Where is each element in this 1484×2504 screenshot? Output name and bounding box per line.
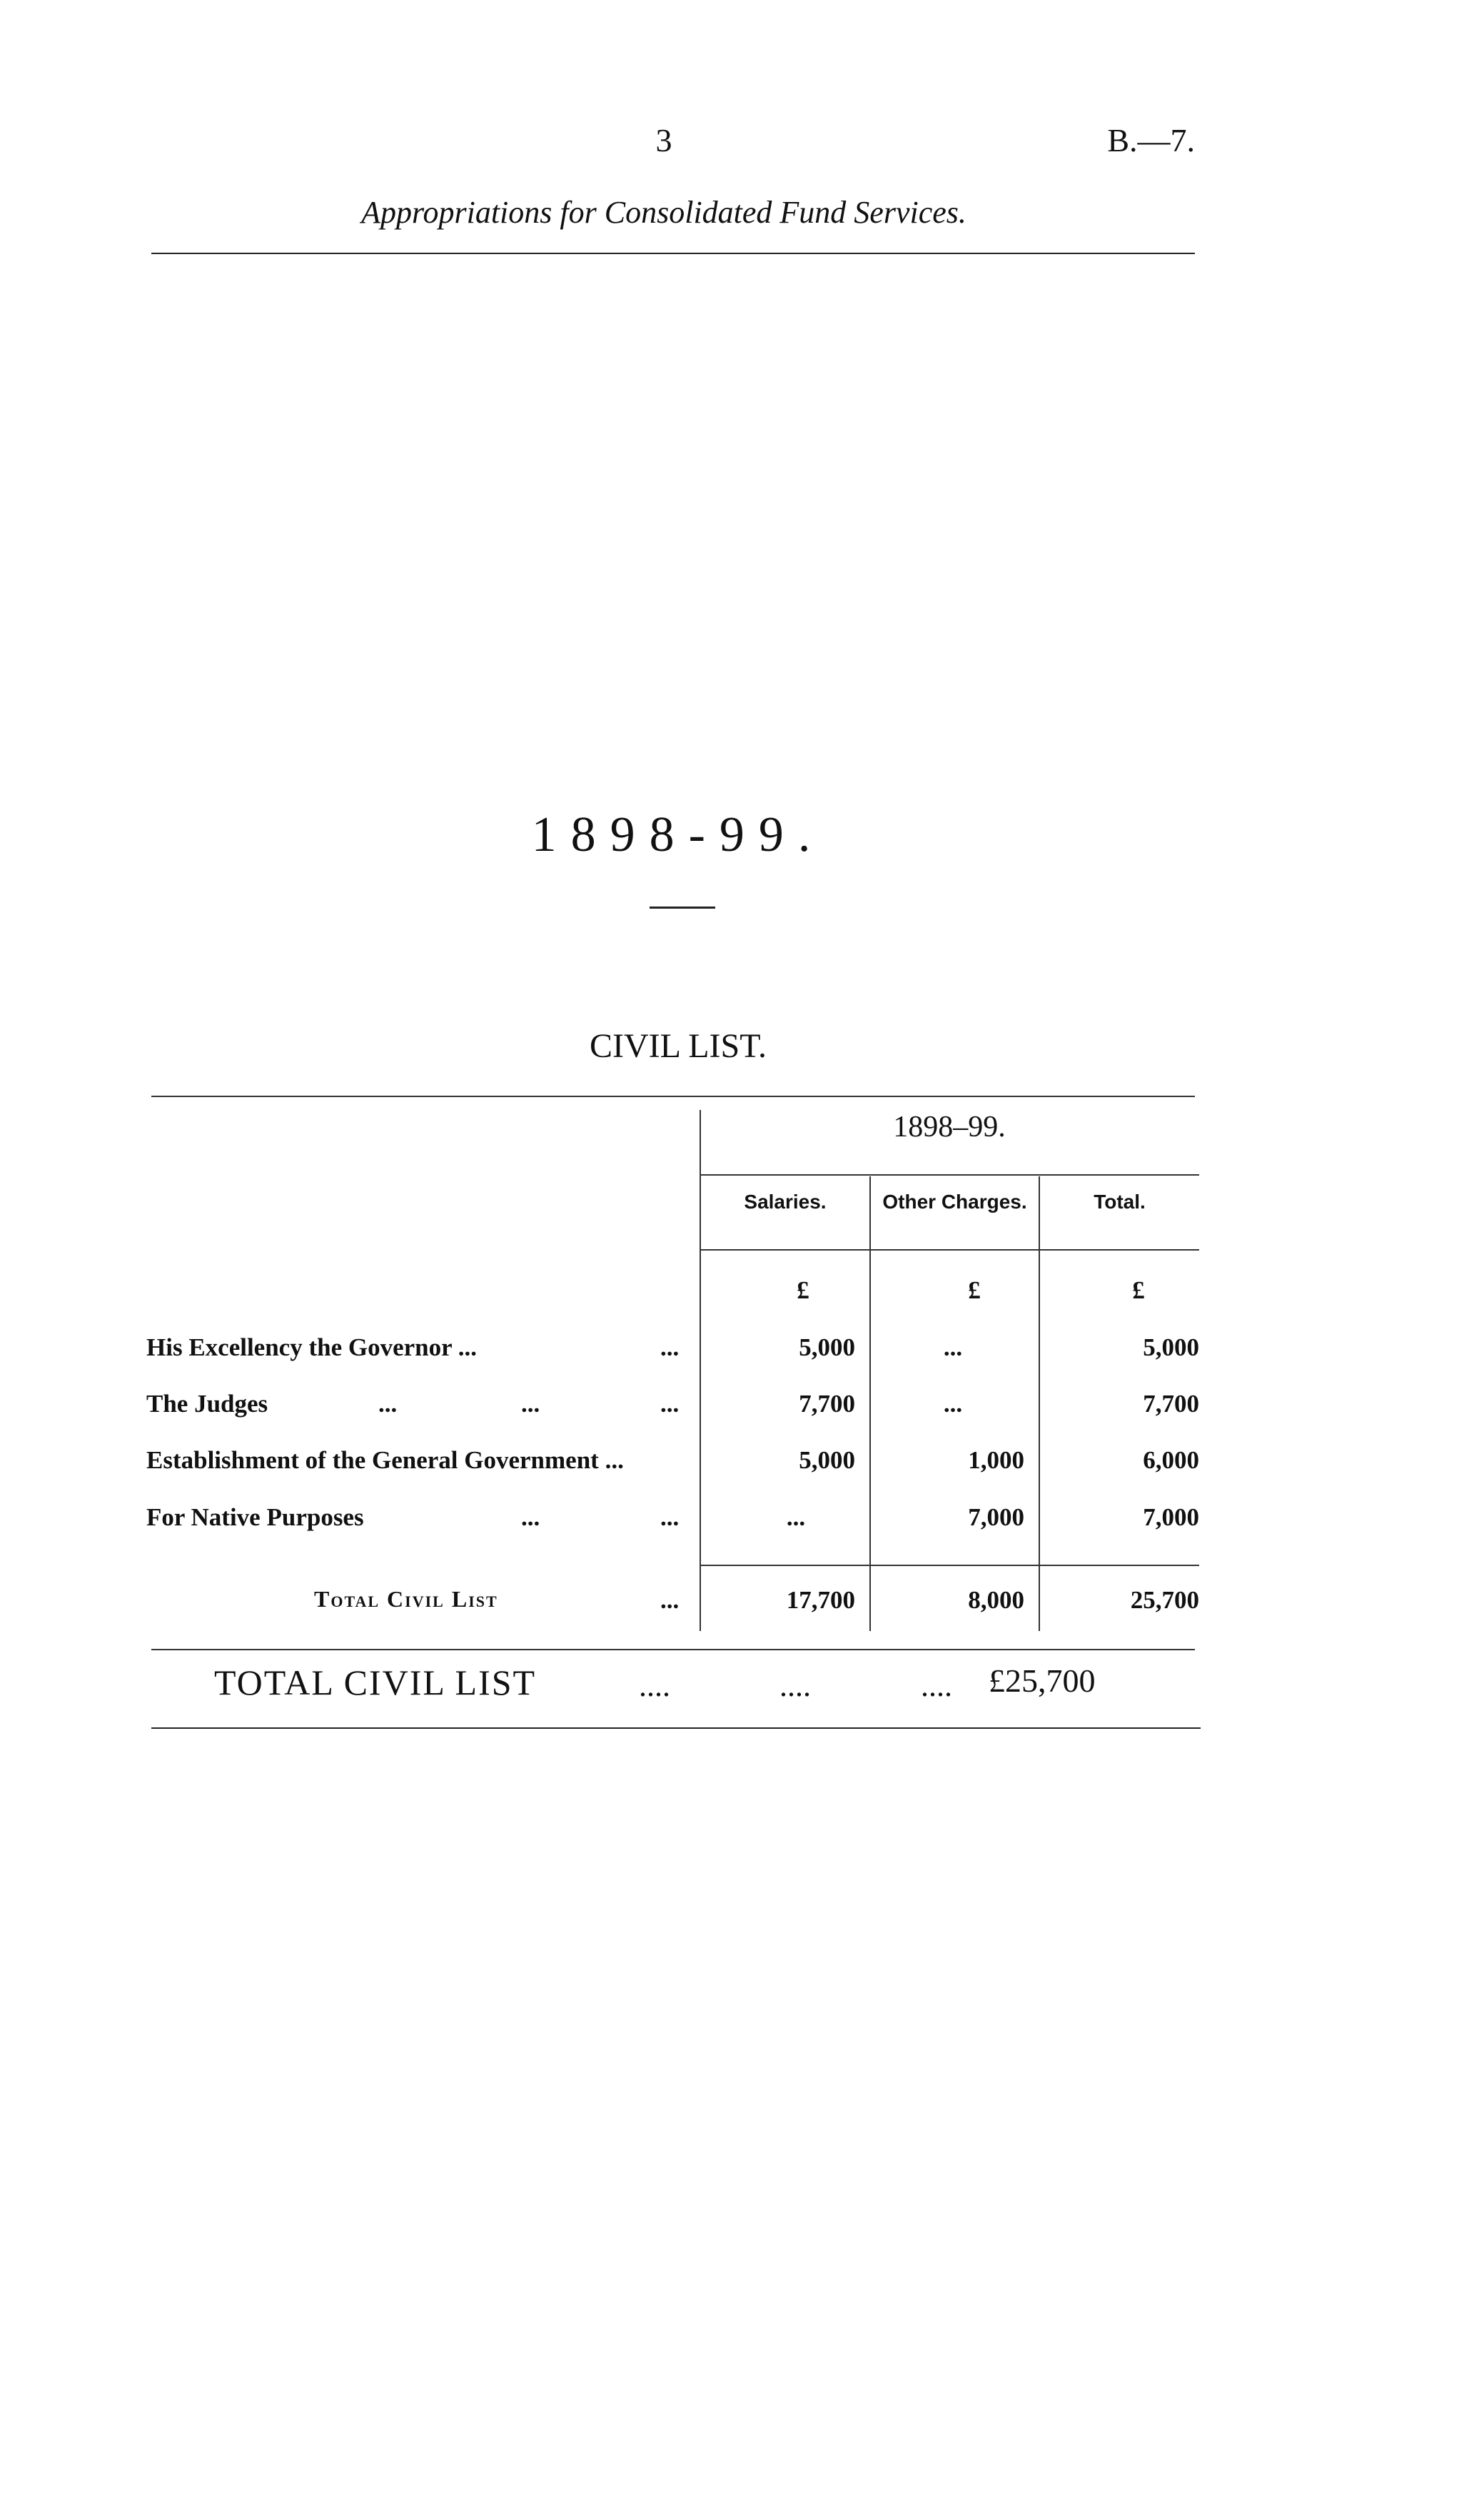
currency-other: £ [968, 1276, 981, 1304]
section-title: CIVIL LIST. [590, 1027, 767, 1065]
column-header-total: Total. [1094, 1191, 1146, 1213]
row-leader: ... [660, 1586, 680, 1614]
summary-label: TOTAL CIVIL LIST [214, 1662, 537, 1702]
table-divider-salaries [869, 1176, 871, 1631]
table-divider-other [1039, 1176, 1040, 1631]
row-leader: ... [378, 1390, 398, 1418]
row-label-native-purposes: For Native Purposes [146, 1503, 364, 1531]
column-header-salaries: Salaries. [744, 1191, 827, 1213]
row-leader: ... [660, 1333, 680, 1361]
cell-total: 7,000 [1143, 1503, 1199, 1531]
total-row-label: Total Civil List [314, 1586, 498, 1612]
cell-salaries: 7,700 [799, 1390, 855, 1418]
table-divider-label [700, 1110, 701, 1631]
cell-other: 1,000 [968, 1446, 1024, 1474]
document-reference: B.—7. [1107, 122, 1195, 158]
year-rule [650, 907, 715, 909]
row-leader: ... [660, 1503, 680, 1531]
cell-salaries: ... [786, 1503, 806, 1531]
summary-dots: .... [639, 1668, 670, 1703]
row-leader: ... [660, 1390, 680, 1418]
summary-dots: .... [921, 1668, 952, 1703]
total-other: 8,000 [968, 1586, 1024, 1614]
group-header-rule [700, 1174, 1199, 1176]
summary-dots: .... [779, 1668, 811, 1703]
cell-salaries: 5,000 [799, 1446, 855, 1474]
currency-salaries: £ [797, 1276, 809, 1304]
table-top-rule [151, 1096, 1195, 1097]
column-header-rule [700, 1249, 1199, 1251]
cell-other: ... [943, 1333, 963, 1361]
table-bottom-rule [151, 1649, 1195, 1650]
row-label-judges: The Judges [146, 1390, 268, 1418]
total-total: 25,700 [1130, 1586, 1199, 1614]
row-label-governor: His Excellency the Governor ... [146, 1333, 478, 1361]
year-heading: 1898-99. [531, 807, 825, 862]
row-leader: ... [521, 1390, 540, 1418]
summary-value: £25,700 [989, 1662, 1096, 1699]
total-salaries: 17,700 [786, 1586, 855, 1614]
cell-total: 6,000 [1143, 1446, 1199, 1474]
running-head: Appropriations for Consolidated Fund Services. [361, 195, 966, 230]
row-leader: ... [521, 1503, 540, 1531]
summary-rule [151, 1727, 1201, 1729]
currency-total: £ [1132, 1276, 1145, 1304]
cell-total: 7,700 [1143, 1390, 1199, 1418]
column-header-other-charges: Other Charges. [882, 1191, 1027, 1213]
row-label-general-government: Establishment of the General Government ... [146, 1446, 624, 1474]
total-rule [700, 1565, 1199, 1566]
cell-other: ... [943, 1390, 963, 1418]
page-number: 3 [655, 122, 672, 158]
header-rule [151, 253, 1195, 254]
cell-salaries: 5,000 [799, 1333, 855, 1361]
group-header: 1898–99. [893, 1111, 1006, 1144]
cell-other: 7,000 [968, 1503, 1024, 1531]
cell-total: 5,000 [1143, 1333, 1199, 1361]
